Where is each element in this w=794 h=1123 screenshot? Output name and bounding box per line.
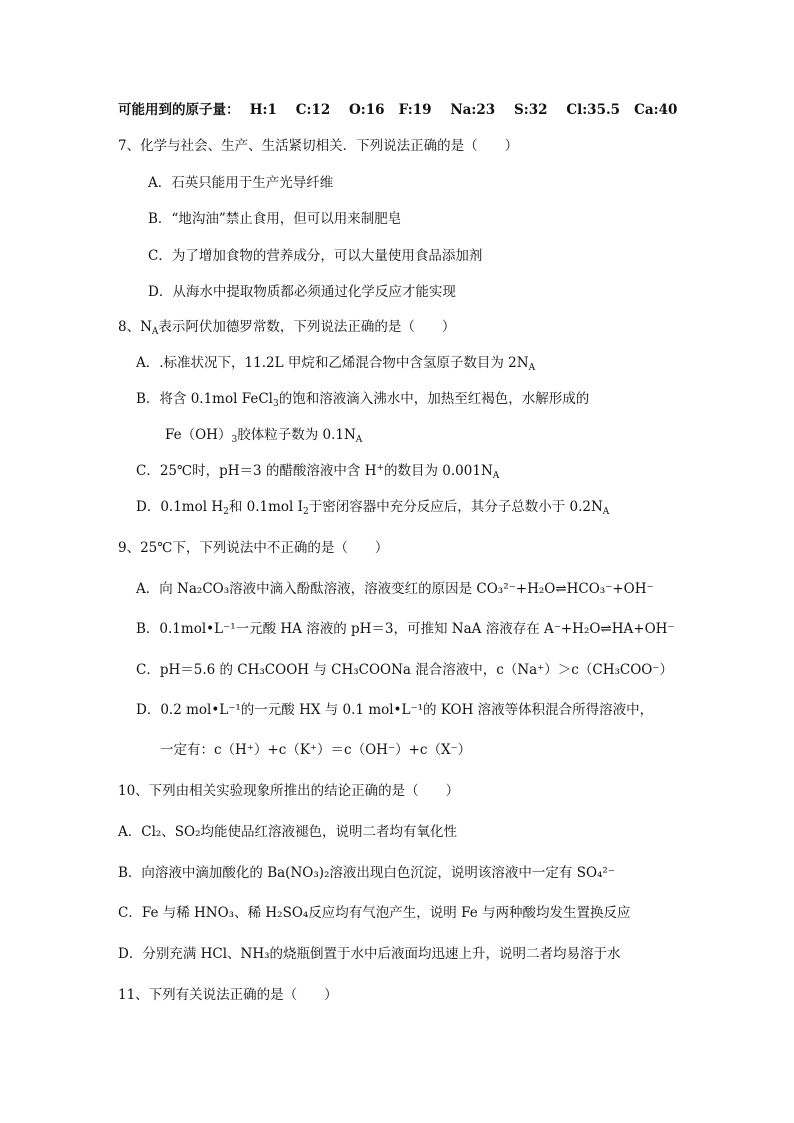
q8-a-text: A．.标准状况下，11.2L 甲烷和乙烯混合物中含氢原子数目为 2N [136, 355, 529, 371]
q8-option-c [136, 462, 499, 480]
q9-option-d-line2: 一定有：c（H⁺）+c（K⁺）＝c（OH⁻）+c（X⁻） [160, 742, 472, 758]
q8-b2-sub: 3 [231, 435, 238, 445]
q8-option-a [136, 354, 535, 372]
q8-d-mid2: 于密闭容器中充分反应后，其分子总数小于 0.2N [308, 499, 603, 515]
q8-c-pre: C．25℃时，pH＝3 的醋酸溶液中含 H [136, 463, 377, 479]
q8-d-sub2: 2 [302, 507, 309, 517]
q8-stem-post: 表示阿伏加德罗常数，下列说法正确的是（ ） [158, 319, 456, 335]
q8-b2-sub2: A [355, 435, 363, 445]
q8-d-pre: D．0.1mol H [136, 499, 224, 515]
q8-a-sub: A [528, 363, 536, 373]
q7-stem: 7、化学与社会、生产、生活紧切相关．下列说法正确的是（ ） [118, 138, 519, 154]
q9-option-b: B．0.1mol•L⁻¹一元酸 HA 溶液的 pH＝3，可推知 NaA 溶液存在 A⁻+H₂O⇌HA+OH⁻ [136, 621, 675, 637]
q10-option-d: D．分别充满 HCl、NH₃的烧瓶倒置于水中后液面均迅速上升，说明二者均易溶于水 [118, 946, 621, 962]
q7-option-b: B．“地沟油”禁止食用，但可以用来制肥皂 [148, 211, 402, 227]
q8-stem [118, 318, 455, 336]
q11-stem: 11、下列有关说法正确的是（ ） [118, 987, 338, 1003]
q8-option-d [136, 498, 609, 516]
q8-stem-sub: A [151, 327, 159, 337]
q8-option-b-line1 [136, 390, 589, 408]
q8-b1-pre: B．将含 0.1mol FeCl [136, 391, 273, 407]
q9-option-d: D．0.2 mol•L⁻¹的一元酸 HX 与 0.1 mol•L⁻¹的 KOH 溶液等体积混合所得溶液中， [136, 702, 654, 718]
q10-option-b: B．向溶液中滴加酸化的 Ba(NO₃)₂溶液出现白色沉淀，说明该溶液中一定有 SO₄²⁻ [118, 865, 615, 881]
q7-option-d: D．从海水中提取物质都必须通过化学反应才能实现 [148, 284, 456, 300]
q10-option-a: A．Cl₂、SO₂均能使品红溶液褪色，说明二者均有氧化性 [118, 824, 458, 840]
q8-c-mid: 的数目为 0.001N [384, 463, 493, 479]
q8-c-sup: + [376, 463, 385, 473]
q8-b2-pre: Fe（OH） [165, 427, 232, 443]
q10-option-c: C．Fe 与稀 HNO₃、稀 H₂SO₄反应均有气泡产生，说明 Fe 与两种酸均发生置换反应 [118, 905, 631, 921]
q8-d-sub3: A [602, 507, 610, 517]
q10-stem: 10、下列由相关实验现象所推出的结论正确的是（ ） [118, 783, 460, 799]
q9-stem: 9、25℃下，下列说法中不正确的是（ ） [118, 540, 389, 556]
q8-stem-pre: 8、N [118, 319, 152, 335]
q8-d-mid1: 和 0.1mol I [228, 499, 303, 515]
q8-b1-sub: 3 [272, 399, 279, 409]
q9-option-c: C．pH＝5.6 的 CH₃COOH 与 CH₃COONa 混合溶液中，c（Na⁺）＞c（CH₃COO⁻） [136, 662, 673, 678]
atomic-mass-values: H:1 C:12 O:16 F:19 Na:23 S:32 Cl:35.5 Ca:40 [249, 102, 678, 118]
q7-option-a: A．石英只能用于生产光导纤维 [148, 175, 334, 191]
q8-d-sub1: 2 [223, 507, 229, 517]
q8-b2-mid: 胶体粒子数为 0.1N [237, 427, 356, 443]
q8-c-sub: A [492, 471, 500, 481]
q8-b1-post: 的饱和溶液滴入沸水中，加热至红褐色，水解形成的 [278, 391, 590, 407]
atomic-mass-line [118, 101, 677, 119]
atomic-mass-label: 可能用到的原子量： [118, 102, 240, 118]
q7-option-c: C．为了增加食物的营养成分，可以大量使用食品添加剂 [148, 248, 483, 264]
q9-option-a: A．向 Na₂CO₃溶液中滴入酚酞溶液，溶液变红的原因是 CO₃²⁻+H₂O⇌HCO₃⁻+OH⁻ [136, 581, 654, 597]
q8-option-b-line2 [165, 426, 362, 444]
